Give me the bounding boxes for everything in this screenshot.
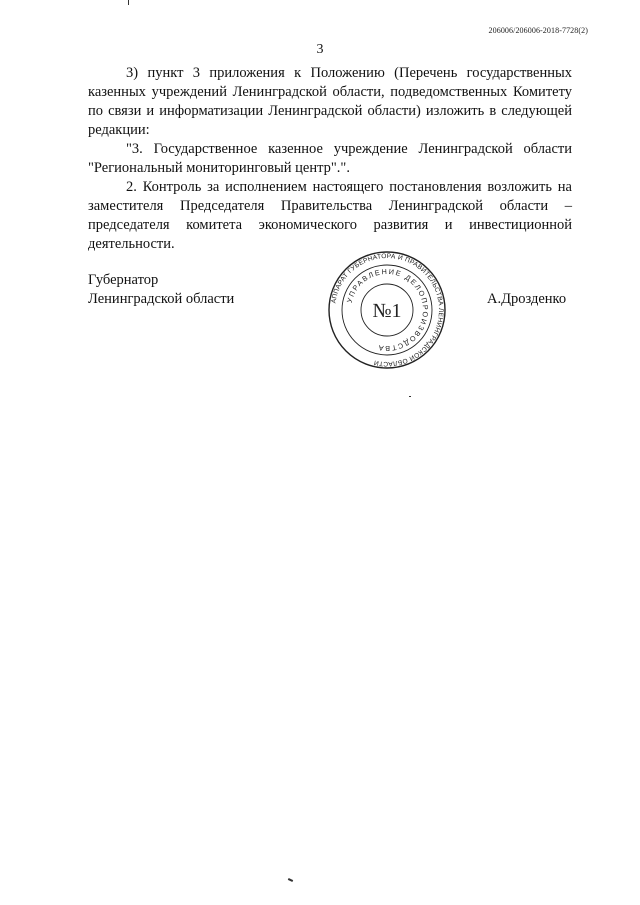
signatory-title-line1: Губернатор	[88, 272, 159, 288]
scan-speck	[409, 396, 411, 397]
official-seal-stamp	[327, 250, 447, 370]
document-body	[88, 64, 572, 254]
signatory-name: А.Дрозденко	[487, 291, 567, 307]
signatory-title	[88, 271, 234, 309]
seal-outer-text: АППАРАТ ГУБЕРНАТОРА И ПРАВИТЕЛЬСТВА ЛЕНИНГРАДСКОЙ ОБЛАСТИ	[330, 252, 445, 368]
document-code: 206006/206006-2018-7728(2)	[488, 26, 588, 35]
signatory-title-line2: Ленинградской области	[88, 291, 235, 307]
page-number: 3	[316, 42, 324, 57]
seal-inner-text: УПРАВЛЕНИЕ ДЕЛОПРОИЗВОДСТВА	[344, 266, 431, 354]
paragraph-control: 2. Контроль за исполнением настоящего постановления возложить на заместителя Председателя Правительства Ленинградской области – председателя комитета экономического развития и инвестиционной деятельности.	[88, 179, 572, 252]
seal-number: №1	[372, 300, 402, 322]
scan-speck	[128, 0, 129, 5]
paragraph-item-3: 3) пункт 3 приложения к Положению (Перечень государственных казенных учреждений Ленинградской области, подведомственных Комитету по связи и информатизации Ленинградской области) изложить в следующей редакции:	[88, 65, 572, 138]
paragraph-new-wording: "3. Государственное казенное учреждение Ленинградской области "Региональный мониторинговый центр".".	[88, 141, 572, 176]
scan-speck	[288, 878, 293, 882]
